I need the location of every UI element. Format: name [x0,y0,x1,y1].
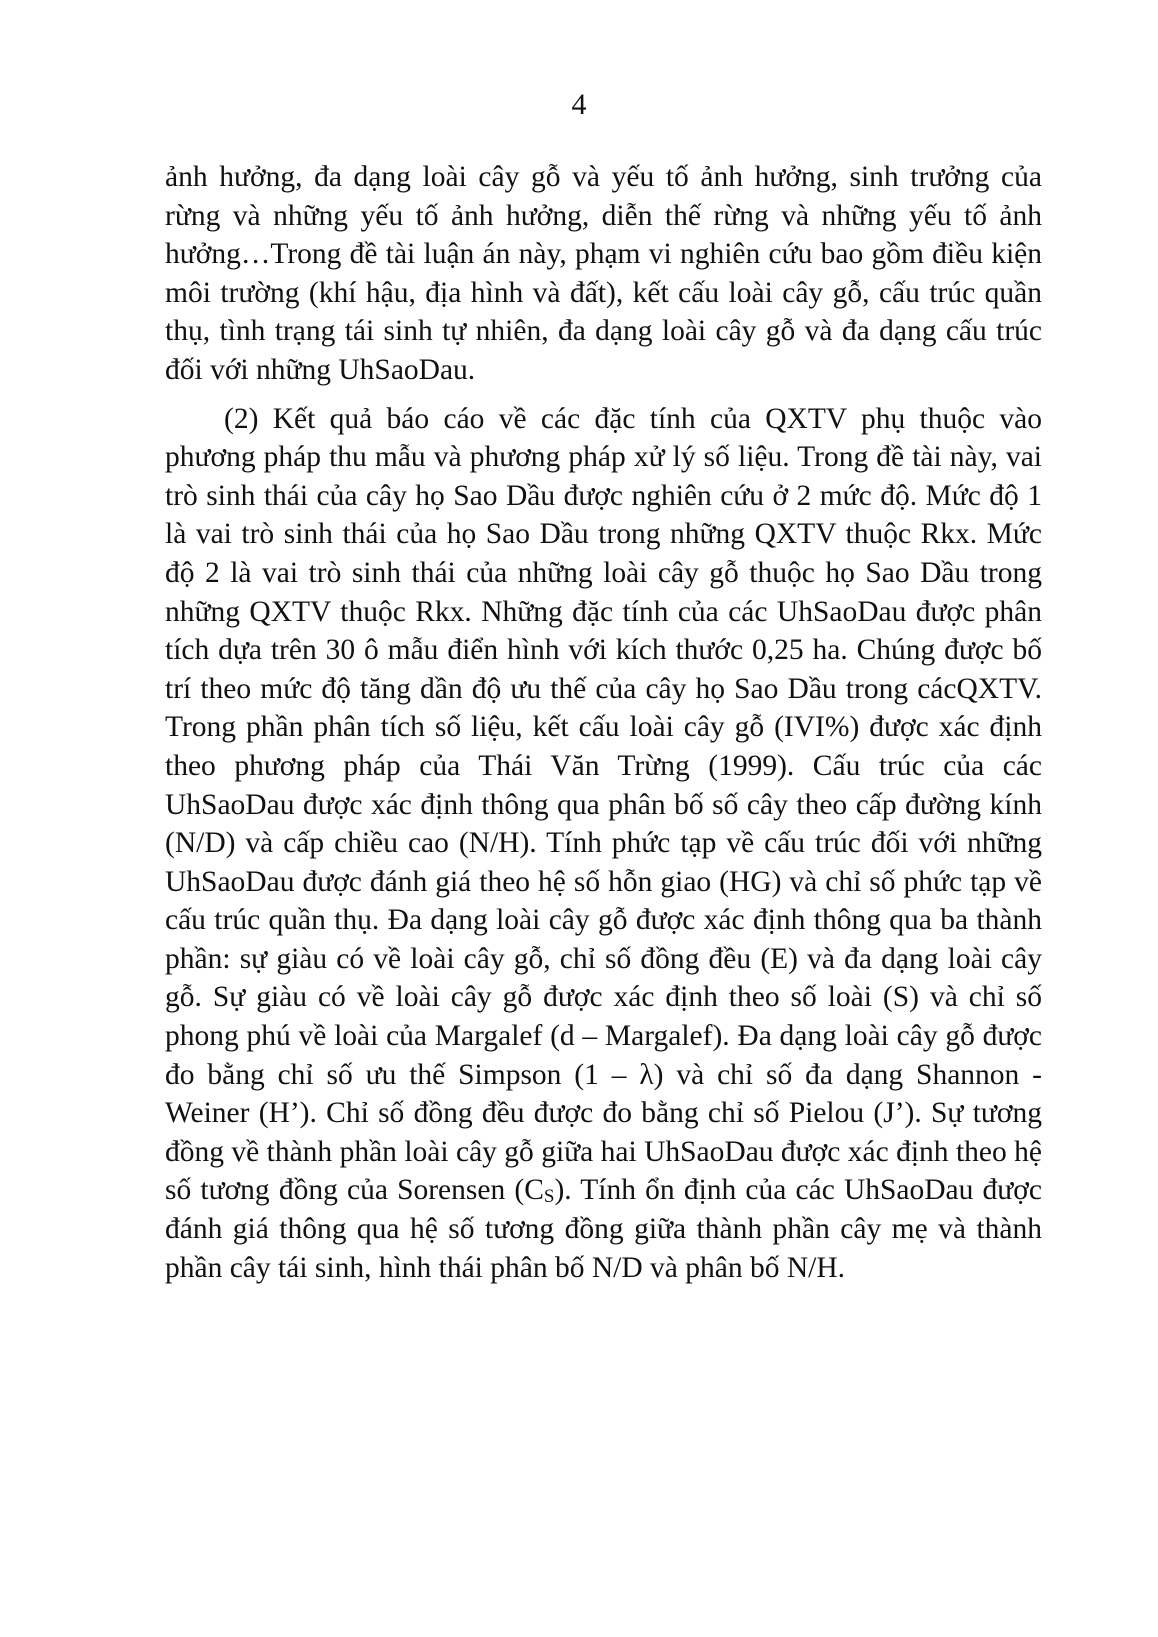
body-text [165,158,1042,1287]
page-number: 4 [571,88,587,121]
paragraph-1: ảnh hưởng, đa dạng loài cây gỗ và yếu tố ảnh hưởng, sinh trưởng của rừng và những yếu tố ảnh hưởng, diễn thế rừng và những yếu tố ảnh hưởng…Trong đề tài luận án này, phạm vi nghiên cứu bao gồm điều kiện môi trường (khí hậu, địa hình và đất), kết cấu loài cây gỗ, cấu trúc quần thụ, tình trạng tái sinh tự nhiên, đa dạng loài cây gỗ và đa dạng cấu trúc đối với những UhSaoDau. [165,161,1042,386]
sorensen-subscript: S [543,1186,555,1208]
paragraph-2 [165,400,1042,1288]
paragraph-2-text-before-subscript: (2) Kết quả báo cáo về các đặc tính của QXTV phụ thuộc vào phương pháp thu mẫu và phương pháp xử lý số liệu. Trong đề tài này, vai trò sinh thái của cây họ Sao Dầu được nghiên cứu ở 2 mức độ. Mức độ 1 là vai trò sinh thái của họ Sao Dầu trong những QXTV thuộc Rkx. Mức độ 2 là vai trò sinh thái của những loài cây gỗ thuộc họ Sao Dầu trong những QXTV thuộc Rkx. Những đặc tính của các UhSaoDau được phân tích dựa trên 30 ô mẫu điển hình với kích thước 0,25 ha. Chúng được bố trí theo mức độ tăng dần độ ưu thế của cây họ Sao Dầu trong cácQXTV. Trong phần phân tích số liệu, kết cấu loài cây gỗ (IVI%) được xác định theo phương pháp của Thái Văn Trừng (1999). Cấu trúc của các UhSaoDau được xác định thông qua phân bố số cây theo cấp đường kính (N/D) và cấp chiều cao (N/H). Tính phức tạp về cấu trúc đối với những UhSaoDau được đánh giá theo hệ số hỗn giao (HG) và chỉ số phức tạp về cấu trúc quần thụ. Đa dạng loài cây gỗ được xác định thông qua ba thành phần: sự giàu có về loài cây gỗ, chỉ số đồng đều (E) và đa dạng loài cây gỗ. Sự giàu có về loài cây gỗ được xác định theo số loài (S) và chỉ số phong phú về loài của Margalef (d – Margalef). Đa dạng loài cây gỗ được đo bằng chỉ số ưu thế Simpson (1 – λ) và chỉ số đa dạng Shannon - Weiner (H’). Chỉ số đồng đều được đo bằng chỉ số Pielou (J’). Sự tương đồng về thành phần loài cây gỗ giữa hai UhSaoDau được xác định theo hệ số tương đồng của Sorensen (C [165,402,1042,1207]
paragraph-2-text-after-subscript: ). Tính ổn định của các UhSaoDau được đánh giá thông qua hệ số tương đồng giữa thành phần cây mẹ và thành phần cây tái sinh, hình thái phân bố N/D và phân bố N/H. [165,1174,1042,1284]
